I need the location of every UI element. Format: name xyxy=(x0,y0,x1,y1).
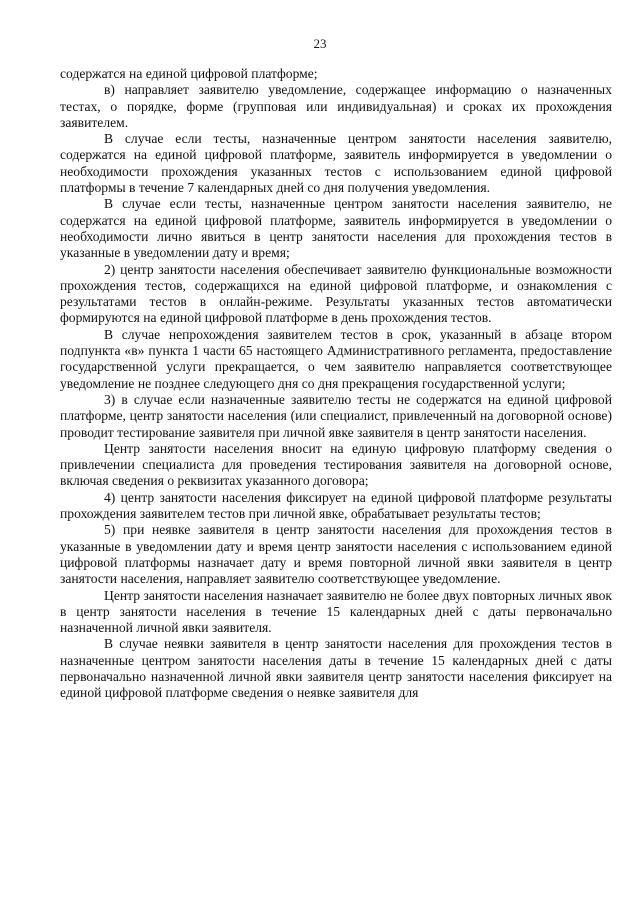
paragraph-item-2: 2) центр занятости населения обеспечивает заявителю функциональные возможности прохождения тестов, содержащихся на единой цифровой платформе, и ознакомления с результатами тестов в онлайн-режиме. Результаты указанных тестов автоматически формируются на единой цифровой платформе в день прохождения тестов. xyxy=(60,261,612,326)
paragraph-tests-on-platform: В случае если тесты, назначенные центром занятости населения заявителю, содержатся на единой цифровой платформе, заявитель информируется в уведомлении о необходимости прохождения указанных тестов с использованием единой цифровой платформы в течение 7 календарных дней со дня получения уведомления. xyxy=(60,131,612,196)
paragraph-subpoint-v: в) направляет заявителю уведомление, содержащее информацию о назначенных тестах, о порядке, форме (групповая или индивидуальная) и сроках их прохождения заявителем. xyxy=(60,82,612,130)
paragraph-specialist-info: Центр занятости населения вносит на единую цифровую платформу сведения о привлечении специалиста для проведения тестирования заявителя на договорной основе, включая сведения о реквизитах указанного договора; xyxy=(60,440,612,489)
paragraph-item-5: 5) при неявке заявителя в центр занятости населения для прохождения тестов в указанные в уведомлении дату и время центр занятости населения с использованием единой цифровой платформы назначает дату и время повторной личной явки заявителя в центр занятости населения, направляет заявителю соответствующее уведомление. xyxy=(60,522,612,587)
paragraph-item-4: 4) центр занятости населения фиксирует на единой цифровой платформе результаты прохождения заявителем тестов при личной явке, обрабатывает результаты тестов; xyxy=(60,489,612,522)
paragraph-continuation: содержатся на единой цифровой платформе; xyxy=(60,66,318,81)
paragraph-non-completion: В случае непрохождения заявителем тестов в срок, указанный в абзаце втором подпункта «в» пункта 1 части 65 настоящего Административного регламента, предоставление государственной услуги прекращается, о чем заявителю направляется соответствующее уведомление не позднее следующего дня со дня прекращения государственной услуги; xyxy=(60,326,612,391)
paragraph-tests-not-on-platform: В случае если тесты, назначенные центром занятости населения заявителю, не содержатся на единой цифровой платформе, заявитель информируется в уведомлении о необходимости лично явиться в центр занятости населения для прохождения тестов в указанные в уведомлении дату и время; xyxy=(60,196,612,261)
paragraph-no-show: В случае неявки заявителя в центр занятости населения для прохождения тестов в назначенные центром занятости населения даты в течение 15 календарных дней с даты первоначально назначенной личной явки заявителя центр занятости населения фиксирует на единой цифровой платформе сведения о неявке заявителя для xyxy=(60,636,612,701)
document-body xyxy=(60,66,612,702)
page-number: 23 xyxy=(313,36,327,51)
paragraph-item-3: 3) в случае если назначенные заявителю тесты не содержатся на единой цифровой платформе, центр занятости населения (или специалист, привлеченный на договорной основе) проводит тестирование заявителя при личной явке заявителя в центр занятости населения. xyxy=(60,391,612,440)
paragraph-repeat-visits: Центр занятости населения назначает заявителю не более двух повторных личных явок в центр занятости населения в течение 15 календарных дней с даты первоначально назначенной личной явки заявителя. xyxy=(60,587,612,636)
